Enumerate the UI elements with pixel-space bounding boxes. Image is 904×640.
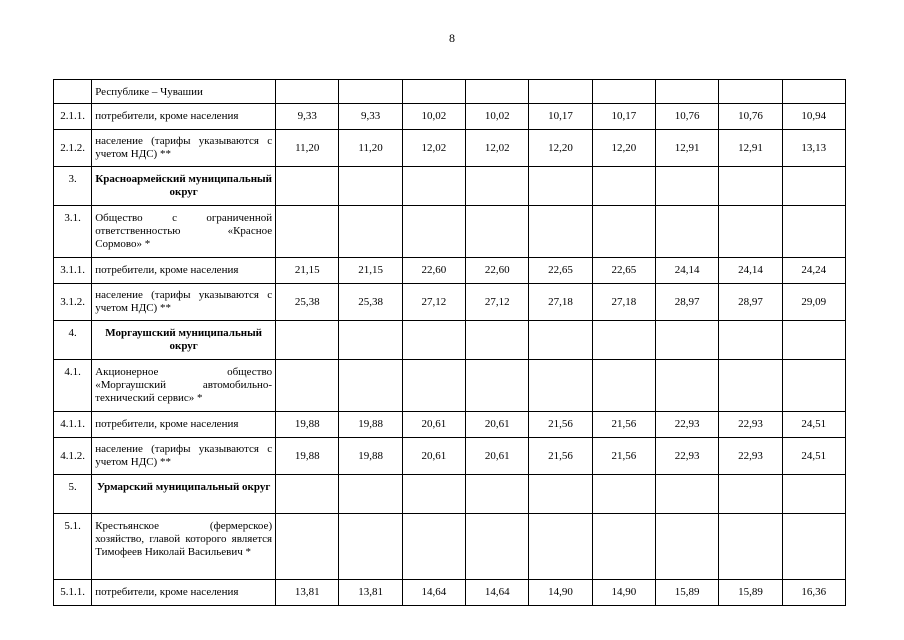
tariff-value bbox=[339, 167, 402, 206]
tariff-value bbox=[592, 475, 655, 514]
tariff-value bbox=[655, 80, 718, 104]
tariff-value: 27,18 bbox=[592, 284, 655, 321]
tariff-value bbox=[655, 321, 718, 360]
tariff-value: 20,61 bbox=[466, 438, 529, 475]
tariff-value: 21,56 bbox=[592, 438, 655, 475]
tariff-value bbox=[339, 514, 402, 580]
tariff-value bbox=[655, 360, 718, 412]
tariff-value bbox=[339, 475, 402, 514]
tariff-value bbox=[276, 167, 339, 206]
tariff-value bbox=[782, 206, 845, 258]
tariff-value bbox=[402, 514, 465, 580]
row-number: 5.1. bbox=[54, 514, 92, 580]
district-name: Урмарский муниципальный округ bbox=[92, 475, 276, 514]
tariff-value: 21,15 bbox=[339, 258, 402, 284]
tariff-table bbox=[53, 79, 846, 606]
tariff-value: 12,02 bbox=[466, 130, 529, 167]
table-row bbox=[54, 514, 846, 580]
tariff-value: 13,81 bbox=[276, 580, 339, 606]
table-row bbox=[54, 284, 846, 321]
tariff-value bbox=[402, 80, 465, 104]
tariff-value bbox=[276, 360, 339, 412]
district-name: Моргаушский муниципальный округ bbox=[92, 321, 276, 360]
tariff-value: 11,20 bbox=[276, 130, 339, 167]
row-number: 3. bbox=[54, 167, 92, 206]
tariff-value bbox=[276, 206, 339, 258]
page-number: 8 bbox=[449, 31, 455, 45]
tariff-value: 12,02 bbox=[402, 130, 465, 167]
tariff-value: 14,64 bbox=[466, 580, 529, 606]
tariff-value: 12,20 bbox=[529, 130, 592, 167]
tariff-value bbox=[529, 360, 592, 412]
tariff-value bbox=[719, 206, 782, 258]
row-name: население (тарифы указываются с учетом НДС) ** bbox=[92, 130, 276, 167]
tariff-value bbox=[276, 321, 339, 360]
tariff-value: 12,91 bbox=[719, 130, 782, 167]
tariff-value bbox=[719, 360, 782, 412]
row-name: население (тарифы указываются с учетом НДС) ** bbox=[92, 284, 276, 321]
tariff-value bbox=[592, 360, 655, 412]
table-row bbox=[54, 438, 846, 475]
tariff-value: 22,60 bbox=[402, 258, 465, 284]
tariff-value: 22,60 bbox=[466, 258, 529, 284]
tariff-value bbox=[782, 475, 845, 514]
table-row bbox=[54, 104, 846, 130]
tariff-value bbox=[782, 80, 845, 104]
tariff-value bbox=[339, 80, 402, 104]
tariff-value: 21,56 bbox=[592, 412, 655, 438]
tariff-value: 20,61 bbox=[402, 438, 465, 475]
tariff-value bbox=[719, 514, 782, 580]
tariff-value: 22,65 bbox=[592, 258, 655, 284]
tariff-value bbox=[655, 475, 718, 514]
tariff-value bbox=[592, 206, 655, 258]
tariff-value bbox=[529, 475, 592, 514]
tariff-value bbox=[592, 80, 655, 104]
tariff-value bbox=[529, 80, 592, 104]
tariff-value bbox=[466, 514, 529, 580]
tariff-value: 16,36 bbox=[782, 580, 845, 606]
tariff-value: 10,17 bbox=[529, 104, 592, 130]
table-row bbox=[54, 360, 846, 412]
tariff-value: 10,02 bbox=[402, 104, 465, 130]
tariff-value bbox=[592, 514, 655, 580]
tariff-value bbox=[339, 321, 402, 360]
tariff-value: 10,76 bbox=[655, 104, 718, 130]
tariff-value: 22,93 bbox=[655, 412, 718, 438]
tariff-value: 22,93 bbox=[655, 438, 718, 475]
row-number bbox=[54, 80, 92, 104]
tariff-value: 13,13 bbox=[782, 130, 845, 167]
row-name: Республике – Чувашии bbox=[92, 80, 276, 104]
tariff-value bbox=[529, 514, 592, 580]
tariff-value: 22,93 bbox=[719, 438, 782, 475]
tariff-value bbox=[466, 321, 529, 360]
tariff-value: 9,33 bbox=[276, 104, 339, 130]
tariff-value: 25,38 bbox=[276, 284, 339, 321]
table-row bbox=[54, 321, 846, 360]
tariff-value bbox=[719, 321, 782, 360]
tariff-value bbox=[655, 514, 718, 580]
tariff-value: 24,51 bbox=[782, 412, 845, 438]
tariff-value bbox=[782, 514, 845, 580]
row-number: 3.1. bbox=[54, 206, 92, 258]
tariff-value: 29,09 bbox=[782, 284, 845, 321]
row-number: 2.1.2. bbox=[54, 130, 92, 167]
row-name: Общество с ограниченной ответственностью «Красное Сормово» * bbox=[92, 206, 276, 258]
tariff-value bbox=[402, 475, 465, 514]
table-row bbox=[54, 412, 846, 438]
tariff-value bbox=[719, 167, 782, 206]
tariff-value: 12,20 bbox=[592, 130, 655, 167]
row-number: 3.1.2. bbox=[54, 284, 92, 321]
tariff-value: 22,65 bbox=[529, 258, 592, 284]
tariff-value bbox=[402, 167, 465, 206]
row-name: население (тарифы указываются с учетом НДС) ** bbox=[92, 438, 276, 475]
tariff-value bbox=[655, 167, 718, 206]
tariff-value: 27,18 bbox=[529, 284, 592, 321]
tariff-value: 14,90 bbox=[529, 580, 592, 606]
row-name: потребители, кроме населения bbox=[92, 258, 276, 284]
tariff-value: 13,81 bbox=[339, 580, 402, 606]
tariff-value bbox=[466, 206, 529, 258]
tariff-value: 25,38 bbox=[339, 284, 402, 321]
tariff-value bbox=[529, 321, 592, 360]
tariff-value: 19,88 bbox=[339, 412, 402, 438]
tariff-value: 27,12 bbox=[402, 284, 465, 321]
tariff-value: 14,64 bbox=[402, 580, 465, 606]
tariff-value: 24,51 bbox=[782, 438, 845, 475]
table-row bbox=[54, 206, 846, 258]
tariff-value: 9,33 bbox=[339, 104, 402, 130]
tariff-value: 10,02 bbox=[466, 104, 529, 130]
tariff-table-body bbox=[54, 80, 846, 606]
tariff-value bbox=[592, 321, 655, 360]
tariff-value: 19,88 bbox=[339, 438, 402, 475]
tariff-value bbox=[339, 360, 402, 412]
tariff-value: 20,61 bbox=[402, 412, 465, 438]
tariff-value: 24,14 bbox=[719, 258, 782, 284]
row-number: 3.1.1. bbox=[54, 258, 92, 284]
tariff-value bbox=[466, 167, 529, 206]
tariff-value: 27,12 bbox=[466, 284, 529, 321]
tariff-value bbox=[276, 475, 339, 514]
tariff-value: 10,76 bbox=[719, 104, 782, 130]
tariff-value bbox=[529, 206, 592, 258]
tariff-value bbox=[402, 360, 465, 412]
tariff-value bbox=[529, 167, 592, 206]
district-name: Красноармейский муниципальный округ bbox=[92, 167, 276, 206]
row-name: потребители, кроме населения bbox=[92, 580, 276, 606]
tariff-value bbox=[782, 321, 845, 360]
tariff-value bbox=[655, 206, 718, 258]
table-row bbox=[54, 167, 846, 206]
tariff-value bbox=[276, 514, 339, 580]
table-row bbox=[54, 580, 846, 606]
tariff-value: 15,89 bbox=[655, 580, 718, 606]
table-row bbox=[54, 258, 846, 284]
tariff-value: 10,94 bbox=[782, 104, 845, 130]
tariff-value: 21,15 bbox=[276, 258, 339, 284]
tariff-value bbox=[719, 80, 782, 104]
tariff-value: 28,97 bbox=[655, 284, 718, 321]
row-name: потребители, кроме населения bbox=[92, 104, 276, 130]
tariff-value: 20,61 bbox=[466, 412, 529, 438]
tariff-value bbox=[339, 206, 402, 258]
tariff-value: 24,14 bbox=[655, 258, 718, 284]
tariff-value: 15,89 bbox=[719, 580, 782, 606]
tariff-value: 21,56 bbox=[529, 438, 592, 475]
row-name: Акционерное общество «Моргаушский автомобильно-технический сервис» * bbox=[92, 360, 276, 412]
table-row bbox=[54, 130, 846, 167]
tariff-value bbox=[402, 321, 465, 360]
row-number: 4. bbox=[54, 321, 92, 360]
tariff-value: 10,17 bbox=[592, 104, 655, 130]
tariff-value bbox=[276, 80, 339, 104]
tariff-value bbox=[466, 475, 529, 514]
tariff-value: 22,93 bbox=[719, 412, 782, 438]
tariff-value bbox=[782, 360, 845, 412]
tariff-value: 14,90 bbox=[592, 580, 655, 606]
row-number: 4.1.2. bbox=[54, 438, 92, 475]
row-number: 2.1.1. bbox=[54, 104, 92, 130]
tariff-value bbox=[466, 80, 529, 104]
tariff-value: 11,20 bbox=[339, 130, 402, 167]
tariff-value: 24,24 bbox=[782, 258, 845, 284]
tariff-value bbox=[719, 475, 782, 514]
row-name: потребители, кроме населения bbox=[92, 412, 276, 438]
table-row bbox=[54, 475, 846, 514]
tariff-value bbox=[592, 167, 655, 206]
tariff-value bbox=[782, 167, 845, 206]
tariff-value: 12,91 bbox=[655, 130, 718, 167]
tariff-value: 19,88 bbox=[276, 412, 339, 438]
row-number: 5.1.1. bbox=[54, 580, 92, 606]
row-name: Крестьянское (фермерское) хозяйство, главой которого является Тимофеев Николай Васильевич * bbox=[92, 514, 276, 580]
table-row bbox=[54, 80, 846, 104]
tariff-value bbox=[402, 206, 465, 258]
tariff-value: 28,97 bbox=[719, 284, 782, 321]
tariff-value: 21,56 bbox=[529, 412, 592, 438]
tariff-value bbox=[466, 360, 529, 412]
row-number: 4.1. bbox=[54, 360, 92, 412]
row-number: 5. bbox=[54, 475, 92, 514]
tariff-value: 19,88 bbox=[276, 438, 339, 475]
row-number: 4.1.1. bbox=[54, 412, 92, 438]
